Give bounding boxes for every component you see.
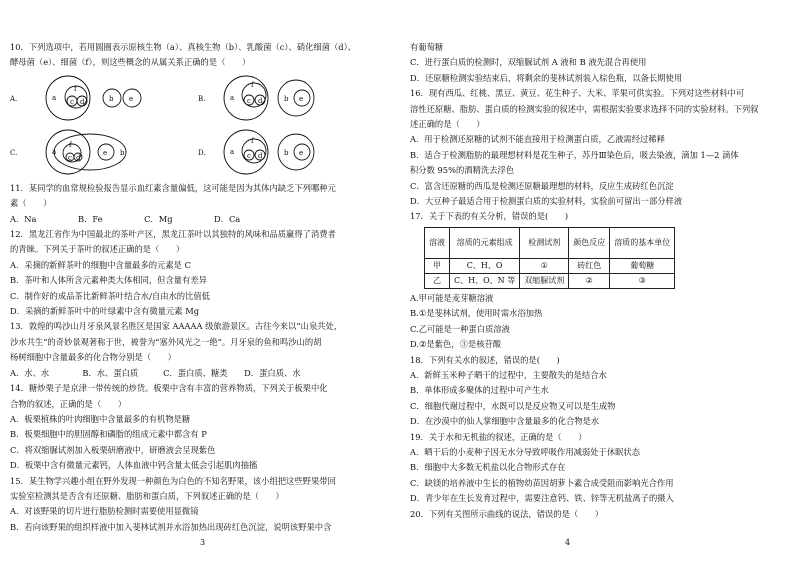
q10-diagram-row-ab	[10, 73, 393, 125]
right-text-bottom-line: 20．下列有关图所示曲线的说法，错误的是（ ）	[410, 508, 604, 519]
svg-text:a: a	[230, 147, 235, 156]
left-text-line: D．采摘的新鲜茶叶中的叶绿素中含有微量元素 Mg	[10, 306, 200, 317]
q17-table-row	[425, 273, 675, 288]
q10-stem-line1: 10．下列选项中，若用圆圈表示原核生物（a）、真核生物（b）、乳酸菌（c）、硝化细菌（d）、	[10, 42, 357, 52]
svg-text:e: e	[299, 94, 304, 103]
right-text-top-line: 有葡萄糖	[410, 42, 444, 52]
left-text-line: B．板栗细胞中的胆固醇和磷脂的组成元素中都含有 P	[10, 429, 207, 440]
svg-text:c: c	[68, 153, 72, 162]
svg-text:a: a	[52, 147, 57, 156]
svg-text:d: d	[76, 153, 81, 162]
q10-option-c-label: C.	[10, 148, 18, 157]
right-text-top-line: 16．现有西瓜、红桃、黑豆、黄豆、花生种子、大米、苹果可供实验。下列对这些材料中可	[410, 88, 745, 99]
left-text-line: A．Na B．Fe C．Mg D．Ca	[10, 213, 241, 224]
svg-text:d: d	[258, 96, 263, 105]
right-question-text-bottom	[410, 291, 786, 522]
q10-stem-line2: 酵母菌（e）、细菌（f），则这些概念的从属关系正确的是（ ）	[10, 57, 251, 68]
svg-text:b: b	[109, 94, 114, 103]
left-text-line: 13．敦煌的鸣沙山月牙泉风景名胜区是国家 AAAAA 级旅游景区。古往今来以“山泉共处，	[10, 321, 343, 332]
left-text-line: A．采摘的新鲜茶叶的细胞中含量最多的元素是 C	[10, 259, 191, 270]
left-text-line: A．板栗植株的叶肉细胞中含量最多的有机物是糖	[10, 413, 191, 424]
svg-text:e: e	[103, 148, 108, 157]
right-text-bottom-line: B．单体形成多聚体的过程中可产生水	[410, 385, 549, 396]
q17-table	[424, 227, 675, 289]
right-text-bottom-line: C.乙可能是一种蛋白质溶液	[410, 323, 510, 334]
svg-text:f: f	[251, 136, 254, 145]
svg-text:c: c	[70, 97, 74, 106]
right-text-bottom-line: C．细胞代谢过程中，水既可以是反应物又可以是生成物	[410, 400, 616, 411]
left-text-line: B．若向该野果的组织样液中加入斐林试剂并水浴加热出现砖红色沉淀，说明该野果中含	[10, 521, 332, 532]
right-text-bottom-line: A．晒干后的小麦种子因无水分导致呼吸作用减弱处于休眠状态	[410, 446, 641, 457]
q10-option-d-diagram	[198, 127, 348, 177]
q17-table-header-cell: 溶质的基本单位	[610, 227, 675, 258]
q10-option-b-diagram	[198, 73, 348, 123]
right-text-bottom-line: D．青少年在生长发育过程中，需要注意钙、铁、锌等无机盐离子的摄入	[410, 493, 674, 504]
left-text-line: 12．黑龙江省作为中国最北的茶叶产区，黑龙江茶叶以其独特的风味和品质赢得了消费者	[10, 229, 336, 240]
right-text-top-line: 积分数 95%的酒精洗去浮色	[410, 165, 515, 176]
right-text-bottom-line: C．缺镁的培养液中生长的植物幼苗因胡萝卜素合成受阻而影响光合作用	[410, 477, 674, 488]
left-text-line: 实验室检测其是否含有还原糖、脂肪和蛋白质，下列叙述正确的是（ ）	[10, 490, 284, 501]
svg-text:a: a	[52, 93, 57, 102]
q17-table-header-cell: 溶液	[425, 227, 450, 258]
page-number-right: 4	[565, 538, 571, 547]
svg-text:b: b	[284, 148, 289, 157]
left-text-line: A．水、水 B．水、蛋白质 C．蛋白质、糖类 D．蛋白质、水	[10, 367, 301, 378]
q17-table-cell: 砖红色	[569, 258, 610, 273]
left-text-line: B．茶叶和人体所含元素种类大体相同，但含量有差异	[10, 275, 207, 286]
left-text-line: 杨树细胞中含量最多的化合物分别是（ ）	[10, 352, 176, 363]
right-text-bottom-line: D.②是紫色，③是核苷酸	[410, 339, 502, 350]
left-text-line: C．制作好的成品茶比新鲜茶叶结合水/自由水的比值低	[10, 290, 210, 301]
left-text-line: A．对该野果的切片进行脂肪检测时需要使用显微镜	[10, 506, 199, 517]
q17-table-cell: 葡萄糖	[610, 258, 675, 273]
svg-text:d: d	[258, 151, 263, 160]
right-text-bottom-line: B．细胞中大多数无机盐以化合物形式存在	[410, 462, 566, 473]
right-text-top-line: B．适合于检测脂肪的最理想材料是花生种子，苏丹Ⅲ染色后，吸去染液，滴加 1—2 滴体	[410, 149, 739, 160]
q10-option-d-label: D.	[198, 148, 206, 157]
q17-table-header-row	[425, 227, 675, 258]
svg-text:d: d	[80, 97, 85, 106]
left-text-line: 14．糖炒栗子是京津一带传统的炒货。板栗中含有丰富的营养物质，下列关于板栗中化	[10, 383, 328, 394]
svg-text:b: b	[120, 148, 125, 157]
q17-table-cell: 甲	[425, 258, 450, 273]
right-text-top-line: 溶性还原糖、脂肪、蛋白质的检测实验的叙述中，需根据实验要求选择不同的实验材料。下列叙	[410, 103, 759, 114]
right-text-bottom-line: 19．关于水和无机盐的叙述，正确的是（ ）	[410, 431, 587, 442]
q10-option-b-label: B.	[198, 94, 206, 103]
right-text-top-line: C．进行蛋白质的检测时，双缩脲试剂 A 液和 B 液先混合再使用	[410, 57, 647, 68]
svg-text:c: c	[247, 96, 251, 105]
q17-table-cell: ①	[520, 258, 569, 273]
svg-text:a: a	[230, 93, 235, 102]
q17-table-row	[425, 258, 675, 273]
q10-option-c-diagram	[10, 127, 160, 177]
svg-text:f: f	[251, 80, 254, 89]
left-text-line: 合物的叙述，正确的是（ ）	[10, 398, 127, 409]
page-number-left: 3	[200, 538, 206, 547]
right-text-bottom-line: A．新鲜玉米种子晒干的过程中，主要散失的是结合水	[410, 369, 607, 380]
left-text-line: 11．某同学的血常规检验报告显示血红素含量偏低，这可能是因为其体内缺乏下列哪种元	[10, 182, 336, 193]
q17-table-cell: C、H、O、N 等	[450, 273, 520, 288]
q17-table-header-cell: 溶质的元素组成	[450, 227, 520, 258]
right-text-top-line: A．用于检测还原糖的试剂不能直接用于检测蛋白质，乙液需经过稀释	[410, 134, 665, 145]
q10-option-a-label: A.	[10, 94, 18, 103]
q17-table-header-cell: 颜色反应	[569, 227, 610, 258]
right-text-bottom-line: A.甲可能是麦芽糖溶液	[410, 292, 494, 303]
q17-table-cell: C、H、O	[450, 258, 520, 273]
left-text-line: 15．某生物学兴趣小组在野外发现一种颜色为白色的不知名野果，该小组把这些野果带回	[10, 475, 336, 486]
right-column	[410, 40, 786, 522]
q10-diagram-row-cd	[10, 127, 393, 179]
q17-table-cell: ②	[569, 273, 610, 288]
right-question-text-top	[410, 40, 786, 225]
right-text-top-line: C．富含还原糖的西瓜是检测还原糖最理想的材料，反应生成砖红色沉淀	[410, 180, 674, 191]
left-text-line: 素（ ）	[10, 198, 52, 209]
svg-text:b: b	[284, 94, 289, 103]
q17-table-cell: ③	[610, 273, 675, 288]
svg-text:f: f	[74, 84, 77, 93]
left-text-line: C．将双缩脲试剂加入板栗研磨液中，研磨液会呈现紫色	[10, 444, 216, 455]
right-text-top-line: 述正确的是（ ）	[410, 119, 485, 130]
right-text-top-line: D．还原糖检测实验结束后，将剩余的斐林试剂装入棕色瓶，以备长期使用	[410, 72, 683, 83]
left-text-line: D．板栗中含有微量元素钙，人体血液中钙含量太低会引起肌肉抽搐	[10, 460, 258, 471]
left-question-text	[10, 181, 393, 535]
q10-option-a-diagram	[10, 73, 160, 123]
left-text-line: 的青睐。下列关于茶叶的叙述正确的是（ ）	[10, 244, 185, 255]
svg-text:f: f	[69, 140, 72, 149]
svg-text:e: e	[299, 148, 304, 157]
left-text-line: 沙水共生”的奇妙景观著称于世，被誉为“塞外风光之一绝”。月牙泉的鱼和鸣沙山的胡	[10, 336, 322, 347]
q17-table-cell: 乙	[425, 273, 450, 288]
svg-text:e: e	[129, 94, 134, 103]
q17-table-cell: 双缩脲试剂	[520, 273, 569, 288]
right-text-top-line: 17．关于下表的有关分析，错误的是( )	[410, 211, 569, 222]
svg-text:c: c	[247, 151, 251, 160]
right-text-bottom-line: 18．下列有关水的叙述，错误的是( )	[410, 354, 560, 365]
q17-table-header-cell: 检测试剂	[520, 227, 569, 258]
left-column	[10, 40, 393, 535]
right-text-bottom-line: D．在沙漠中的仙人掌细胞中含量最多的化合物是水	[410, 416, 600, 427]
right-text-bottom-line: B.①是斐林试剂，使用时需水浴加热	[410, 308, 543, 319]
right-text-top-line: D．大豆种子最适合用于检测蛋白质的实验材料，实验前可留出一部分样液	[410, 196, 683, 207]
